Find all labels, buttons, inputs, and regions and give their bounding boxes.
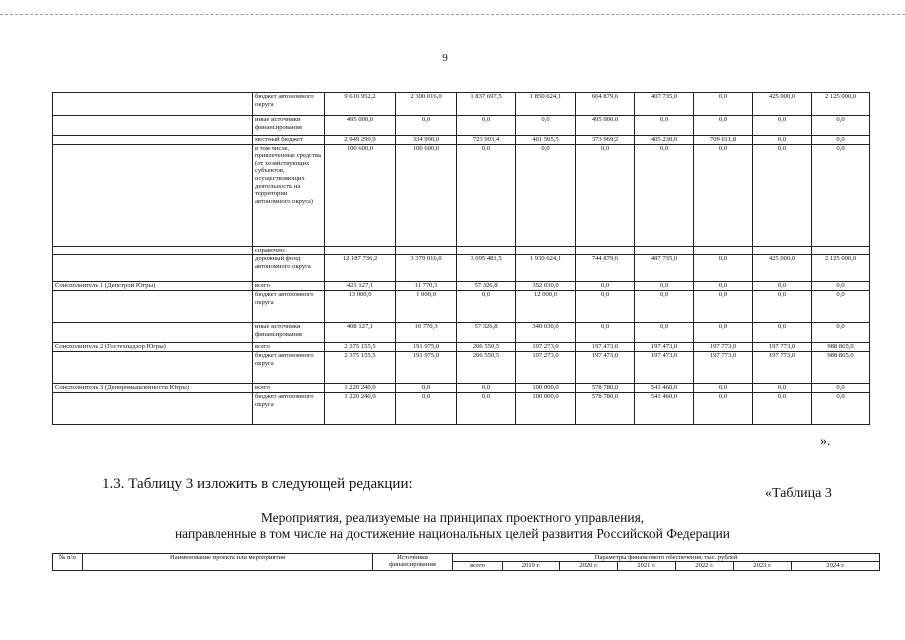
amount-cell: 0,0 bbox=[812, 282, 870, 291]
amount-cell: 100 000,0 bbox=[516, 393, 576, 425]
amount-cell: 407 735,0 bbox=[635, 93, 694, 116]
executor-cell bbox=[53, 323, 253, 343]
amount-cell: 0,0 bbox=[457, 144, 516, 246]
amount-cell: 9 610 952,2 bbox=[325, 93, 396, 116]
funding-source-cell: дорожный фонд автономного округа bbox=[253, 255, 325, 282]
amount-cell: 100 000,0 bbox=[516, 384, 576, 393]
header-financial-params: Параметры финансового обеспечения, тыс. рублей bbox=[453, 554, 880, 562]
amount-cell: 197 473,0 bbox=[576, 343, 635, 352]
executor-cell bbox=[53, 352, 253, 384]
amount-cell: 1 220 240,0 bbox=[325, 384, 396, 393]
amount-cell bbox=[516, 246, 576, 255]
amount-cell: 0,0 bbox=[635, 323, 694, 343]
amount-cell: 0,0 bbox=[694, 144, 753, 246]
amount-cell: 57 326,8 bbox=[457, 323, 516, 343]
amount-cell: 0,0 bbox=[812, 116, 870, 136]
executor-cell bbox=[53, 393, 253, 425]
amount-cell: 988 865,0 bbox=[812, 343, 870, 352]
table-row bbox=[53, 343, 870, 352]
table-reference: «Таблица 3 bbox=[765, 486, 832, 501]
amount-cell: 664 879,6 bbox=[576, 93, 635, 116]
amount-cell: 421 127,1 bbox=[325, 282, 396, 291]
amount-cell: 0,0 bbox=[457, 393, 516, 425]
amount-cell: 0,0 bbox=[516, 116, 576, 136]
amount-cell: 197 273,0 bbox=[516, 352, 576, 384]
amount-cell: 0,0 bbox=[635, 144, 694, 246]
amount-cell bbox=[635, 246, 694, 255]
amount-cell: 2 375 155,5 bbox=[325, 352, 396, 384]
amount-cell: 0,0 bbox=[576, 291, 635, 323]
amount-cell bbox=[396, 246, 457, 255]
amount-cell: 2 125 000,0 bbox=[812, 255, 870, 282]
amount-cell: 0,0 bbox=[694, 282, 753, 291]
funding-source-cell: бюджет автономного округа bbox=[253, 291, 325, 323]
amount-cell: 0,0 bbox=[812, 384, 870, 393]
section-heading: 1.3. Таблицу 3 изложить в следующей редакции: bbox=[102, 476, 413, 492]
table-title-line-1: Мероприятия, реализуемые на принципах проектного управления, bbox=[260, 510, 645, 525]
amount-cell: 0,0 bbox=[576, 323, 635, 343]
table-row bbox=[53, 255, 870, 282]
amount-cell: 57 326,8 bbox=[457, 282, 516, 291]
amount-cell: 0,0 bbox=[516, 144, 576, 246]
amount-cell: 2 125 000,0 bbox=[812, 93, 870, 116]
amount-cell: 487 735,0 bbox=[635, 255, 694, 282]
amount-cell: 0,0 bbox=[753, 323, 812, 343]
amount-cell: 0,0 bbox=[694, 255, 753, 282]
page-number: 9 bbox=[442, 52, 448, 64]
funding-source-cell: всего bbox=[253, 343, 325, 352]
table-row bbox=[53, 323, 870, 343]
amount-cell: 0,0 bbox=[635, 282, 694, 291]
amount-cell: 100 600,0 bbox=[396, 144, 457, 246]
header-number: № п/п bbox=[53, 554, 83, 571]
amount-cell: 0,0 bbox=[396, 116, 457, 136]
funding-source-cell: местный бюджет bbox=[253, 136, 325, 145]
amount-cell bbox=[576, 246, 635, 255]
table-row bbox=[53, 384, 870, 393]
amount-cell: 541 460,0 bbox=[635, 393, 694, 425]
amount-cell: 0,0 bbox=[812, 393, 870, 425]
amount-cell: 709 611,8 bbox=[694, 136, 753, 145]
table-3-header bbox=[52, 553, 880, 571]
amount-cell: 3 379 016,0 bbox=[396, 255, 457, 282]
funding-source-cell: бюджет автономного округа bbox=[253, 393, 325, 425]
header-year: 2019 г. bbox=[503, 562, 560, 570]
amount-cell: 1 850 624,1 bbox=[516, 93, 576, 116]
header-year: 2023 г. bbox=[734, 562, 792, 570]
amount-cell: 0,0 bbox=[576, 282, 635, 291]
funding-source-cell: всего bbox=[253, 384, 325, 393]
amount-cell bbox=[325, 246, 396, 255]
amount-cell: 425 000,0 bbox=[753, 93, 812, 116]
amount-cell: 0,0 bbox=[753, 393, 812, 425]
amount-cell: 0,0 bbox=[812, 291, 870, 323]
amount-cell: 0,0 bbox=[576, 144, 635, 246]
amount-cell bbox=[812, 246, 870, 255]
table-title-line-2: направленные в том числе на достижение национальных целей развития Российской Федерации bbox=[174, 526, 731, 541]
amount-cell: 578 780,0 bbox=[576, 384, 635, 393]
amount-cell: 1 837 697,5 bbox=[457, 93, 516, 116]
header-funding-source: Источники финансирования bbox=[373, 554, 453, 571]
amount-cell: 408 127,1 bbox=[325, 323, 396, 343]
amount-cell: 744 879,6 bbox=[576, 255, 635, 282]
table-row bbox=[53, 282, 870, 291]
amount-cell: 0,0 bbox=[396, 393, 457, 425]
header-year: 2021 г. bbox=[618, 562, 676, 570]
executor-cell bbox=[53, 291, 253, 323]
amount-cell: 0,0 bbox=[753, 291, 812, 323]
table-row bbox=[53, 246, 870, 255]
amount-cell: 0,0 bbox=[635, 291, 694, 323]
amount-cell: 0,0 bbox=[457, 291, 516, 323]
amount-cell: 495 000,0 bbox=[325, 116, 396, 136]
amount-cell: 12 000,0 bbox=[516, 291, 576, 323]
amount-cell: 0,0 bbox=[694, 291, 753, 323]
executor-cell: Соисполнитель 2 (Гостехнадзор Югры) bbox=[53, 343, 253, 352]
amount-cell: 401 505,5 bbox=[516, 136, 576, 145]
amount-cell: 405 230,0 bbox=[635, 136, 694, 145]
amount-cell: 197 473,0 bbox=[635, 343, 694, 352]
funding-source-cell: справочно: bbox=[253, 246, 325, 255]
amount-cell: 0,0 bbox=[753, 136, 812, 145]
amount-cell: 334 990,0 bbox=[396, 136, 457, 145]
amount-cell: 578 780,0 bbox=[576, 393, 635, 425]
amount-cell: 988 865,0 bbox=[812, 352, 870, 384]
scan-top-edge bbox=[0, 14, 905, 15]
amount-cell: 541 460,0 bbox=[635, 384, 694, 393]
amount-cell: 0,0 bbox=[753, 282, 812, 291]
funding-source-cell: бюджет автономного округа bbox=[253, 352, 325, 384]
amount-cell: 0,0 bbox=[812, 136, 870, 145]
amount-cell: 197 273,0 bbox=[516, 343, 576, 352]
amount-cell: 0,0 bbox=[694, 116, 753, 136]
amount-cell: 0,0 bbox=[812, 144, 870, 246]
amount-cell: 1 000,0 bbox=[396, 291, 457, 323]
amount-cell: 197 473,0 bbox=[576, 352, 635, 384]
amount-cell bbox=[457, 246, 516, 255]
funding-table bbox=[52, 92, 870, 425]
table-row bbox=[53, 291, 870, 323]
header-year: 2024 г. bbox=[792, 562, 880, 570]
amount-cell: 2 375 155,5 bbox=[325, 343, 396, 352]
amount-cell: 495 000,0 bbox=[576, 116, 635, 136]
funding-source-cell: всего bbox=[253, 282, 325, 291]
amount-cell: 2 949 299,9 bbox=[325, 136, 396, 145]
amount-cell: 1 220 240,0 bbox=[325, 393, 396, 425]
table-row bbox=[53, 144, 870, 246]
table-row bbox=[53, 116, 870, 136]
executor-cell bbox=[53, 93, 253, 116]
amount-cell: 340 030,0 bbox=[516, 323, 576, 343]
amount-cell: 0,0 bbox=[753, 144, 812, 246]
header-year: 2020 г. bbox=[560, 562, 618, 570]
amount-cell: 1 930 624,1 bbox=[516, 255, 576, 282]
amount-cell: 100 600,0 bbox=[325, 144, 396, 246]
amount-cell: 10 770,3 bbox=[396, 323, 457, 343]
amount-cell: 0,0 bbox=[396, 384, 457, 393]
amount-cell: 352 030,0 bbox=[516, 282, 576, 291]
funding-source-cell: бюджет автономного округа bbox=[253, 93, 325, 116]
executor-cell bbox=[53, 144, 253, 246]
executor-cell bbox=[53, 255, 253, 282]
funding-source-cell: иные источники финансирования bbox=[253, 116, 325, 136]
amount-cell: 2 300 016,0 bbox=[396, 93, 457, 116]
amount-cell: 3 095 481,5 bbox=[457, 255, 516, 282]
amount-cell: 0,0 bbox=[694, 323, 753, 343]
amount-cell: 0,0 bbox=[457, 116, 516, 136]
amount-cell: 0,0 bbox=[694, 393, 753, 425]
table-row bbox=[53, 352, 870, 384]
amount-cell: 723 993,4 bbox=[457, 136, 516, 145]
header-project-name: Наименование проекта или мероприятия bbox=[83, 554, 373, 571]
executor-cell bbox=[53, 136, 253, 145]
amount-cell: 0,0 bbox=[694, 93, 753, 116]
amount-cell: 206 550,5 bbox=[457, 343, 516, 352]
executor-cell: Соисполнитель 1 (Депстрой Югры) bbox=[53, 282, 253, 291]
header-year: всего bbox=[453, 562, 503, 570]
amount-cell: 191 975,0 bbox=[396, 352, 457, 384]
table-row bbox=[53, 93, 870, 116]
executor-cell bbox=[53, 246, 253, 255]
funding-source-cell: иные источники финансирования bbox=[253, 323, 325, 343]
amount-cell bbox=[694, 246, 753, 255]
amount-cell: 206 550,5 bbox=[457, 352, 516, 384]
amount-cell: 0,0 bbox=[812, 323, 870, 343]
amount-cell: 197 473,0 bbox=[635, 352, 694, 384]
amount-cell: 0,0 bbox=[753, 384, 812, 393]
amount-cell: 12 187 736,2 bbox=[325, 255, 396, 282]
amount-cell: 13 000,0 bbox=[325, 291, 396, 323]
table-row bbox=[53, 393, 870, 425]
amount-cell: 0,0 bbox=[457, 384, 516, 393]
amount-cell: 197 773,0 bbox=[753, 343, 812, 352]
header-year: 2022 г. bbox=[676, 562, 734, 570]
table-row bbox=[53, 136, 870, 145]
funding-source-cell: в том числе, привлеченные средства (от хозяйствующих субъектов, осуществляющих деятельность на территории автономного округа) bbox=[253, 144, 325, 246]
amount-cell: 191 975,0 bbox=[396, 343, 457, 352]
amount-cell: 0,0 bbox=[635, 116, 694, 136]
closing-quote: ». bbox=[820, 434, 831, 449]
amount-cell: 373 969,2 bbox=[576, 136, 635, 145]
executor-cell bbox=[53, 116, 253, 136]
amount-cell: 0,0 bbox=[694, 384, 753, 393]
amount-cell bbox=[753, 246, 812, 255]
amount-cell: 0,0 bbox=[753, 116, 812, 136]
amount-cell: 197 773,0 bbox=[753, 352, 812, 384]
amount-cell: 425 000,0 bbox=[753, 255, 812, 282]
amount-cell: 197 773,0 bbox=[694, 343, 753, 352]
amount-cell: 11 770,3 bbox=[396, 282, 457, 291]
executor-cell: Соисполнитель 3 (Депнромышленности Югры) bbox=[53, 384, 253, 393]
amount-cell: 197 773,0 bbox=[694, 352, 753, 384]
